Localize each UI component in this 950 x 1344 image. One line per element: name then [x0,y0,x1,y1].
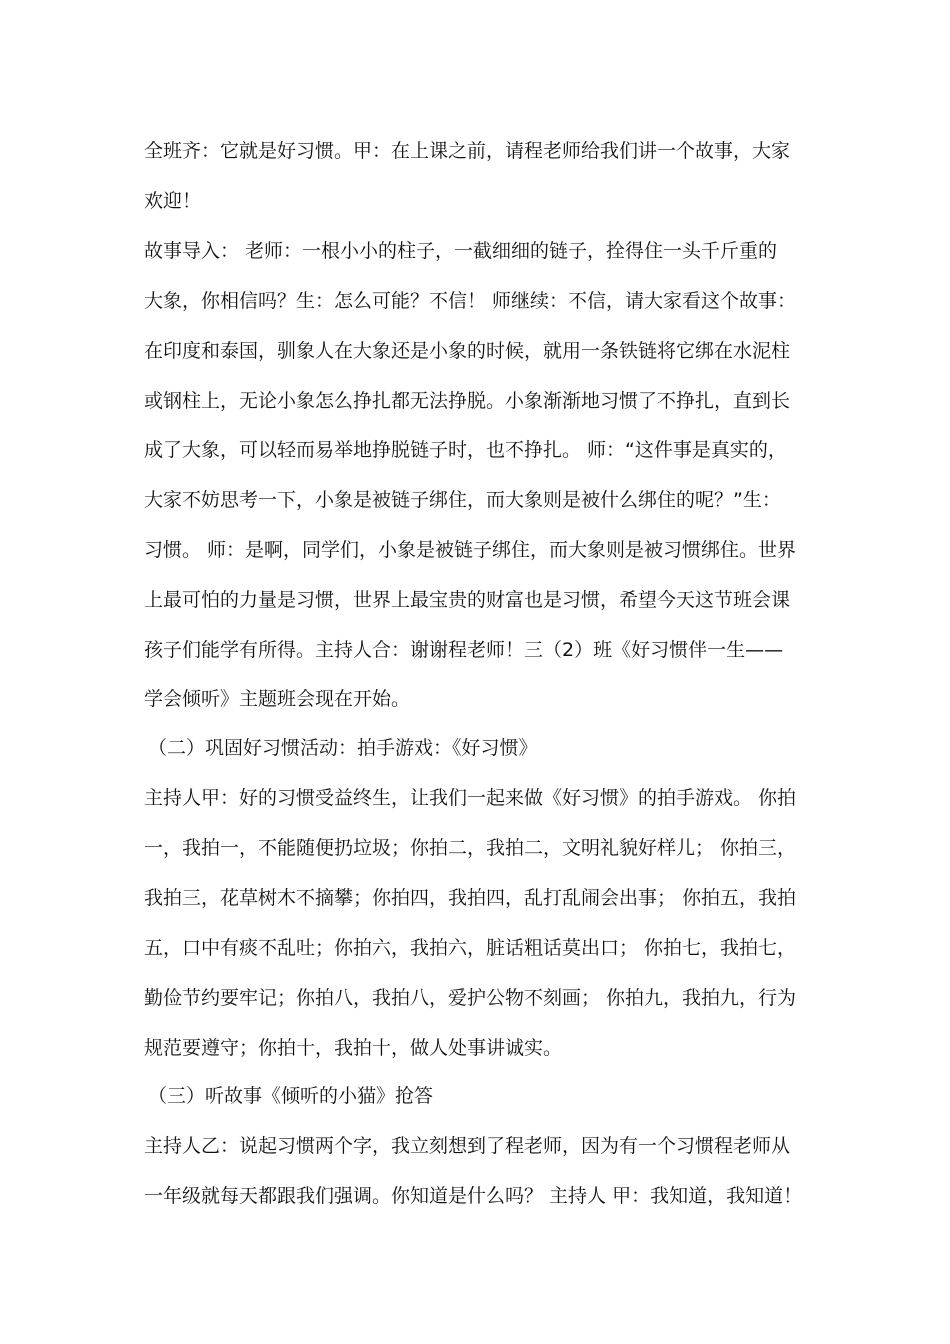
text-line: 故事导入： 老师：一根小小的柱子，一截细细的链子，拴得住一头千斤重的 [144,240,778,262]
text-line: 勤俭节约要牢记；你拍八，我拍八，爱护公物不刻画； 你拍九，我拍九，行为 [144,987,797,1009]
text-line: 习惯。 师：是啊，同学们，小象是被链子绑住，而大象则是被习惯绑住。世界 [144,539,797,561]
section-heading: （三）听故事《倾听的小猫》抢答 [148,1085,434,1107]
section-heading: （二）巩固好习惯活动：拍手游戏：《好习惯》 [148,737,538,759]
text-line: 大家不妨思考一下，小象是被链子绑住，而大象则是被什么绑住的呢？”生： [144,489,781,511]
text-line: 我拍三，花草树木不摘攀；你拍四，我拍四，乱打乱闹会出事； 你拍五，我拍 [144,887,797,909]
text-line: 在印度和泰国，驯象人在大象还是小象的时候，就用一条铁链将它绑在水泥柱 [144,340,791,362]
text-line: 全班齐：它就是好习惯。甲：在上课之前，请程老师给我们讲一个故事，大家 [144,140,791,162]
text-line: 大象，你相信吗？生：怎么可能？不信！ 师继续：不信，请大家看这个故事： [144,290,797,312]
text-line: 成了大象，可以轻而易举地挣脱链子时，也不挣扎。 师：“这件事是真实的， [144,439,787,461]
text-line: 主持人乙：说起习惯两个字，我立刻想到了程老师，因为有一个习惯程老师从 [144,1135,791,1157]
text-line: 五，口中有痰不乱吐；你拍六，我拍六，脏话粗话莫出口； 你拍七，我拍七， [144,937,797,959]
text-line: 主持人甲：好的习惯受益终生，让我们一起来做《好习惯》的拍手游戏。 你拍 [144,787,797,809]
text-line: 欢迎！ [144,190,202,212]
text-line: 或钢柱上，无论小象怎么挣扎都无法挣脱。小象渐渐地习惯了不挣扎，直到长 [144,390,791,412]
text-line: 规范要遵守；你拍十，我拍十，做人处事讲诚实。 [144,1037,563,1059]
text-line: 学会倾听》主题班会现在开始。 [144,688,411,710]
text-line: 上最可怕的力量是习惯，世界上最宝贵的财富也是习惯，希望今天这节班会课 [144,589,791,611]
text-line: 一年级就每天都跟我们强调。你知道是什么吗？ 主持人 甲：我知道，我知道！ [144,1185,803,1207]
text-line: 孩子们能学有所得。主持人合：谢谢程老师！三（2）班《好习惯伴一生—— [144,639,784,661]
text-line: 一，我拍一，不能随便扔垃圾；你拍二，我拍二，文明礼貌好样儿； 你拍三， [144,837,797,859]
